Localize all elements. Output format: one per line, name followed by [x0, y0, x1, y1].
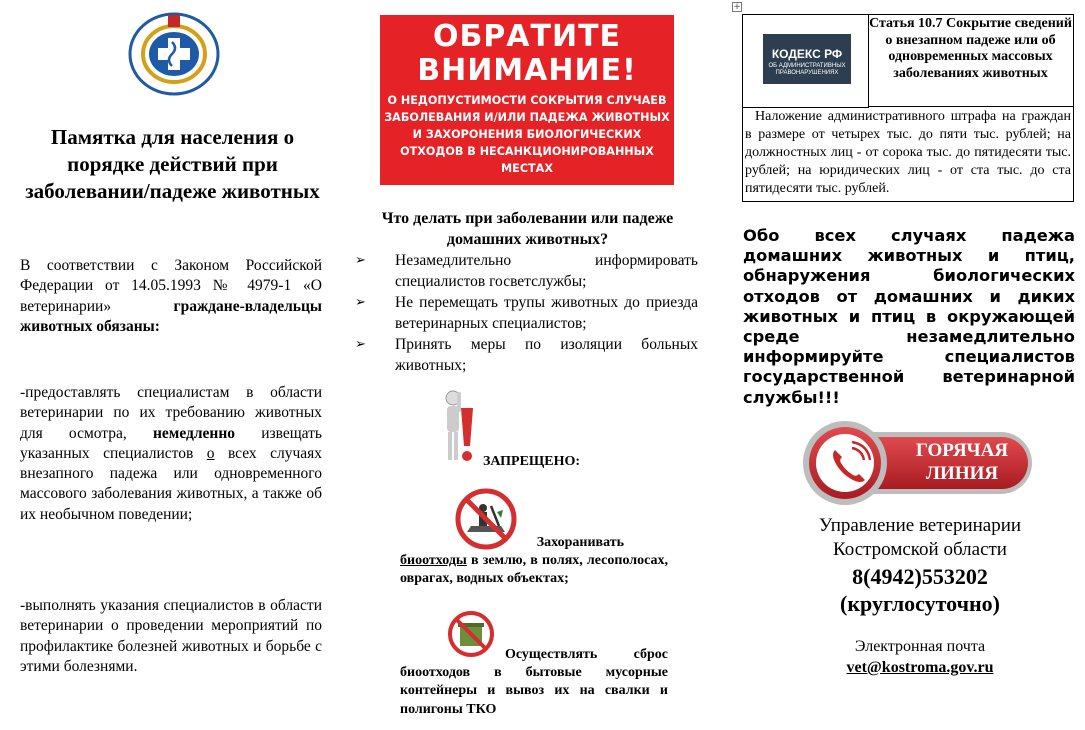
phone-number[interactable]: 8(4942)553202 [852, 564, 988, 589]
article-body: Наложение административного штрафа на граждан в размере от четырех тыс. до пяти тыс. рублей; на должностных лиц - от сорока тыс. до пятидесяти тыс. рублей; на юридических лиц - от ста тыс. до ста пятидесяти тыс. рублей. [745, 109, 1071, 196]
banner-title-2: ВНИМАНИЕ! [417, 53, 637, 88]
banner-title-1: ОБРАТИТЕ [432, 19, 622, 54]
arrow-bullet-icon: ➢ [355, 295, 366, 310]
email-link[interactable]: vet@kostroma.gov.ru [846, 659, 994, 676]
duty-1-underlined: о [206, 444, 215, 462]
email-label: Электронная почта [854, 638, 986, 655]
action-list [355, 250, 698, 376]
logo-cell [743, 15, 869, 108]
arrow-bullet-icon: ➢ [355, 253, 366, 268]
hotline-label: ГОРЯЧАЯ ЛИНИЯ [915, 440, 1009, 484]
duty-1-text-c: всех случаях внезапного падежа или одновременного массового заболевания животных, а также об их необычном поведении; [20, 444, 323, 523]
forbid-1-word: биоотходы [400, 553, 467, 569]
intro-bold-text: граждане-владельцы животных обязаны: [20, 297, 322, 335]
page-title: Памятка для населения о порядке действий при заболевании/падеже животных [25, 125, 320, 203]
forbid-item-2 [400, 646, 668, 719]
forbidden-label: ЗАПРЕЩЕНО: [483, 454, 581, 469]
duty-1-text-b: извещать указанных специалистов [20, 424, 323, 462]
schedule-text: (круглосуточно) [840, 591, 1000, 616]
duty-1-text-a: -предоставлять специалистам в области ветеринарии по их требованию животных для осмотра, [20, 384, 322, 442]
forbid-1-rest: в землю, в полях, лесополосах, оврагах, водных объектах; [400, 553, 669, 587]
logo-title: КОДЕКС РФ [771, 47, 843, 61]
question-heading: Что делать при заболевании или падеже домашних животных? [381, 210, 674, 248]
duty-1-bold: немедленно [152, 424, 236, 442]
exclamation-figure-icon [443, 388, 479, 464]
article-title: Статья 10.7 Сокрытие сведений о внезапном падеже или об одновременных массовых заболеваниях животных [868, 15, 1073, 107]
list-item-text: Не перемещать трупы животных до приезда ветеринарных специалистов; [395, 294, 698, 332]
forbid-2-text: Осуществлять сброс биоотходов в бытовые мусорные контейнеры и вывоз их на свалки и полигоны ТКО [400, 647, 668, 717]
intro-text: В соответствии с Законом Российской Федерации от 14.05.1993 № 4979-1 «О ветеринарии» [20, 257, 322, 315]
list-item-text: Незамедлительно информировать специалистов госветслужбы; [395, 252, 698, 290]
hotline-badge [802, 420, 1034, 506]
article-table [742, 14, 1074, 202]
intro-paragraph [20, 256, 322, 337]
forbid-1-title: Захоранивать [536, 535, 624, 550]
phone-block [770, 563, 1070, 617]
arrow-bullet-icon: ➢ [355, 337, 366, 352]
department-name: Управление ветеринарии Костромской области [818, 515, 1022, 560]
notice-paragraph: Обо всех случаях падежа домашних животных и птиц, обнаружения биологических отходов от домашних и диких животных и птиц в окружающей среде незамедлительно информируйте специалистов государственной ветеринарной службы!!! [743, 226, 1075, 407]
forbid-item-1 [400, 534, 668, 589]
list-item [355, 292, 698, 334]
list-item [355, 250, 698, 292]
duty-paragraph-2: -выполнять указания специалистов в области ветеринарии о проведении мероприятий по профилактике болезней животных и борьбе с этими болезнями. [20, 597, 322, 675]
list-item-text: Принять меры по изоляции больных животных; [395, 336, 698, 374]
logo-subtitle: ОБ АДМИНИСТРАТИВНЫХ ПРАВОНАРУШЕНИЯХ [768, 63, 846, 76]
table-move-handle-icon[interactable]: + [733, 2, 741, 12]
banner-subtitle: О НЕДОПУСТИМОСТИ СОКРЫТИЯ СЛУЧАЕВ ЗАБОЛЕВАНИЯ И/ИЛИ ПАДЕЖА ЖИВОТНЫХ И ЗАХОРОНЕНИЯ БИОЛОГИЧЕСКИХ ОТХОДОВ В НЕСАНКЦИОНИРОВАННЫХ МЕСТАХ [384, 94, 670, 175]
vet-emblem-icon [128, 12, 220, 96]
duty-paragraph-1 [20, 383, 322, 525]
kodeks-logo [763, 34, 851, 84]
list-item [355, 334, 698, 376]
attention-banner [380, 15, 674, 185]
